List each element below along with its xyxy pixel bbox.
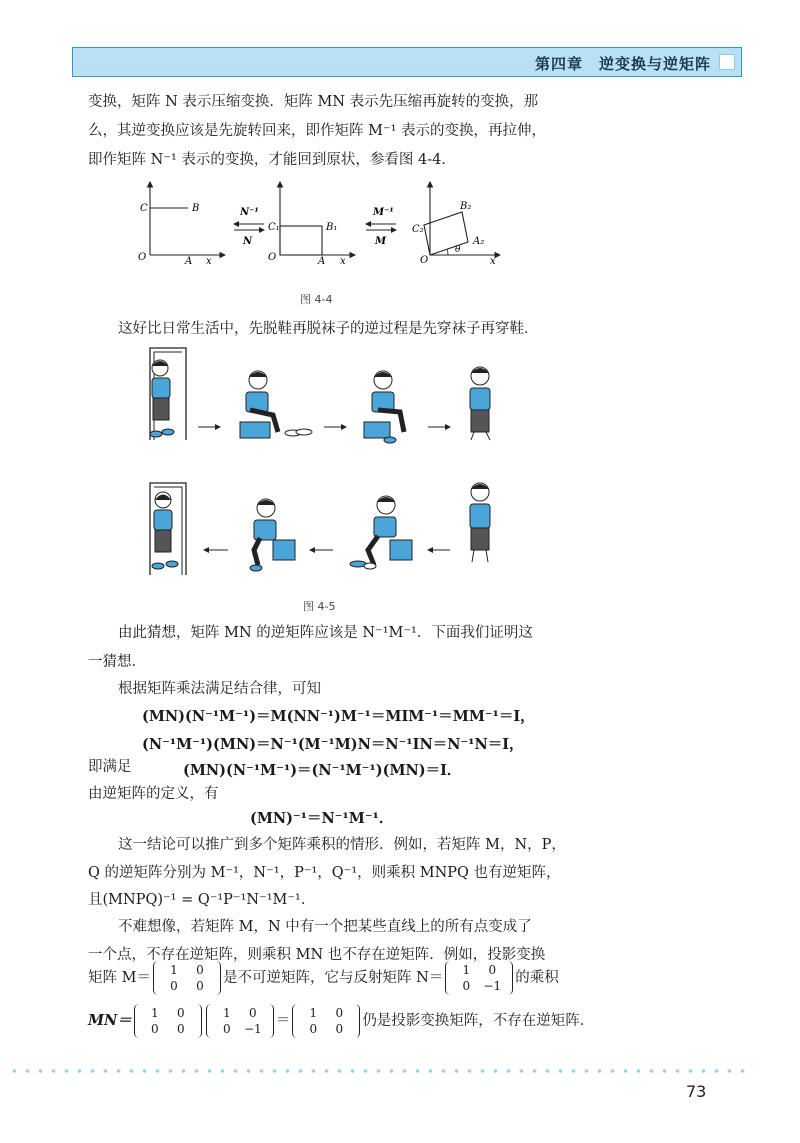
label-x: x [340,256,346,267]
label-a2: A₂ [473,236,485,247]
boy-taking-off-socks [364,371,404,443]
matrix-line: MN＝ 1 0 0 0 1 0 0 −1 ＝ 1 0 0 0 仍是投影变换矩阵，不存在逆矩阵． [88,1006,595,1036]
arrow-label-n-inverse: N⁻¹ [240,207,259,218]
paragraph-line: 即作矩阵 N⁻¹ 表示的变换，才能回到原状，参看图 4-4． [88,152,456,168]
equation: (N⁻¹M⁻¹)(MN)＝N⁻¹(M⁻¹M)N＝N⁻¹IN＝N⁻¹N＝I， [142,736,524,753]
label-o: O [268,252,277,263]
label-a: A [185,256,193,267]
paragraph-line: 不难想像，若矩阵 M，N 中有一个把某些直线上的所有点变成了 [118,919,532,935]
label-b1: B₁ [326,222,338,233]
paragraph-line: 根据矩阵乘法满足结合律，可知 [118,681,321,697]
equation: (MN)⁻¹＝N⁻¹M⁻¹． [250,810,394,827]
paragraph-line: Q 的逆矩阵分别为 M⁻¹，N⁻¹，P⁻¹，Q⁻¹，则乘积 MNPQ 也有逆矩阵， [88,865,561,881]
boy-putting-on-socks [350,496,412,569]
figure-4-5 [128,340,538,590]
paragraph-line: 这好比日常生活中，先脱鞋再脱袜子的逆过程是先穿袜子再穿鞋． [118,321,539,337]
paragraph-line: 一个点，不存在逆矩阵，则乘积 MN 也不存在逆矩阵．例如，投影变换 [88,947,546,963]
matrix-m: 1 0 0 0 [134,1004,202,1038]
label-b2: B₂ [460,201,472,212]
panel-original [138,182,225,267]
paragraph-line: 由此猜想，矩阵 MN 的逆矩阵应该是 N⁻¹M⁻¹．下面我们证明这 [118,625,533,641]
figure-caption: 图 4-5 [303,600,336,613]
figure-caption: 图 4-4 [300,293,333,306]
label-a: A [318,256,326,267]
paragraph-line: 么，其逆变换应该是先旋转回来，即作矩阵 M⁻¹ 表示的变换，再拉伸， [88,123,547,139]
paragraph-line: 由逆矩阵的定义，有 [88,786,219,802]
arrow-label-m-inverse: M⁻¹ [373,207,394,218]
chapter-title: 第四章 逆变换与逆矩阵 [534,55,711,73]
label-o: O [420,255,429,266]
boy-barefoot [470,367,490,440]
paragraph-line: 一猜想． [88,654,146,670]
arrow-label-n: N [243,236,253,247]
label-b: B [192,203,200,214]
boy-walking-out [152,492,178,569]
figure-4-4 [130,180,510,270]
page-number: 73 [686,1082,707,1101]
panel-rotated [412,182,500,267]
arrow-label-m: M [375,236,387,247]
matrix-mn: 1 0 0 0 [292,1004,360,1038]
matrix-line: 矩阵 M＝ 1 0 0 0 是不可逆矩阵，它与反射矩阵 N＝ 1 0 0 −1 的乘积 [88,963,559,993]
panel-compressed [268,182,355,267]
footer-dotted-line [8,1068,753,1074]
label-c: C [140,203,148,214]
label-x: x [490,256,496,267]
paragraph-line: 变换，矩阵 N 表示压缩变换．矩阵 MN 表示先压缩再旋转的变换，那 [88,94,539,110]
matrix-n: 1 0 0 −1 [445,961,513,995]
label-theta: θ [455,245,461,255]
header-square-decoration [719,54,735,70]
boy-barefoot-standing [470,483,490,562]
matrix-m: 1 0 0 0 [153,961,221,995]
label-c2: C₂ [412,224,424,235]
paragraph-line: 这一结论可以推广到多个矩阵乘积的情形．例如，若矩阵 M，N，P， [118,837,566,853]
paragraph-line: 即满足 [88,759,132,775]
equation: (MN)(N⁻¹M⁻¹)＝(N⁻¹M⁻¹)(MN)＝I． [183,762,462,779]
label-o: O [138,252,147,263]
boy-putting-on-shoes [250,499,295,571]
matrix-n: 1 0 0 −1 [206,1004,274,1038]
boy-taking-off-shoes [240,371,312,438]
label-x: x [206,256,212,267]
label-c1: C₁ [268,222,280,233]
equation: (MN)(N⁻¹M⁻¹)＝M(NN⁻¹)M⁻¹＝MIM⁻¹＝MM⁻¹＝I， [142,708,535,725]
paragraph-line: 且(MNPQ)⁻¹ = Q⁻¹P⁻¹N⁻¹M⁻¹． [88,892,316,908]
chapter-header [72,47,742,77]
